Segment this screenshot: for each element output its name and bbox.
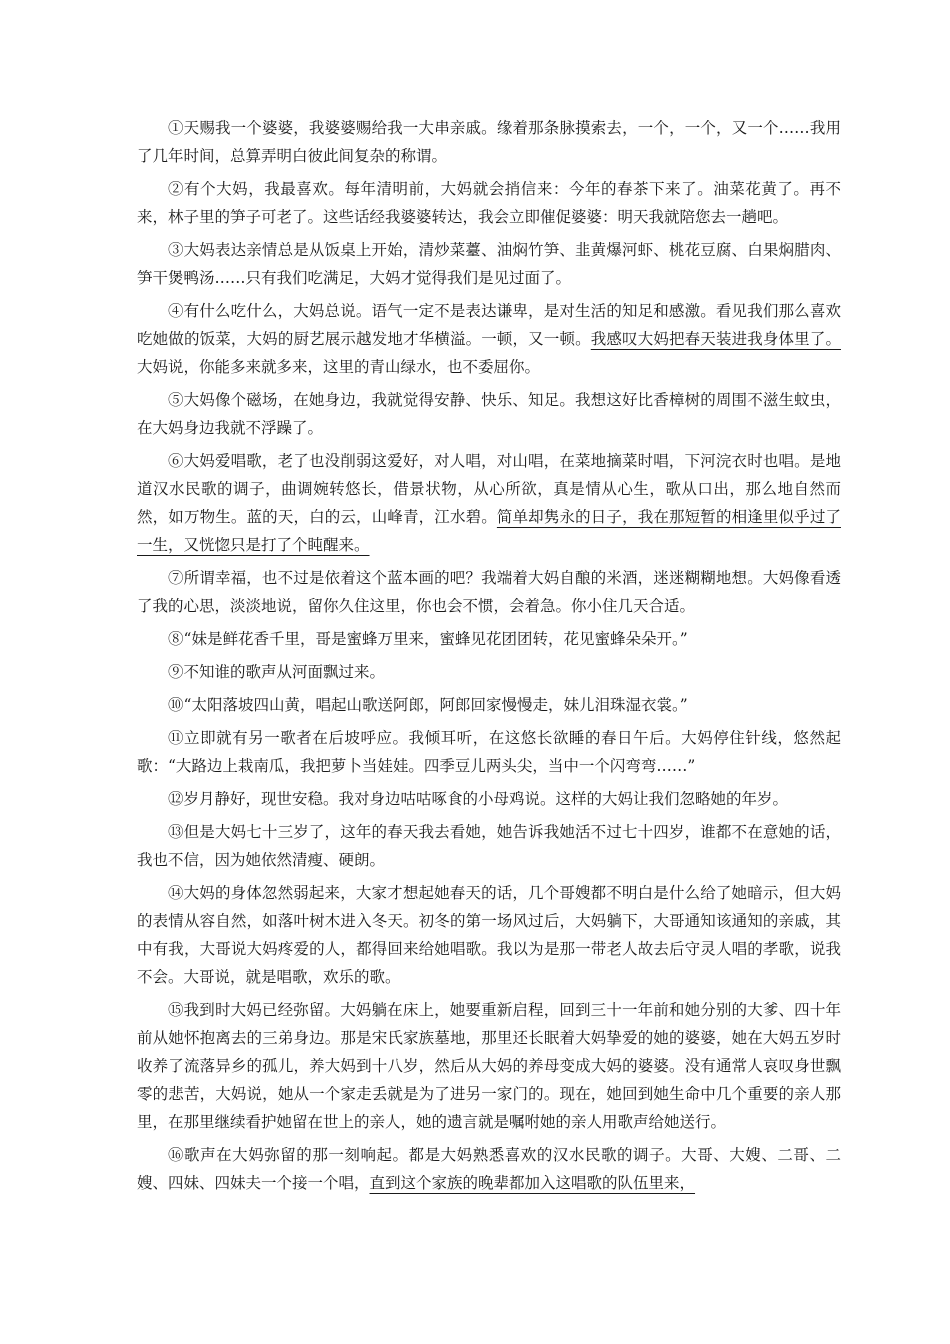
paragraph-number: ② xyxy=(168,180,185,198)
paragraph-11 xyxy=(137,724,841,780)
paragraph-text: 但是大妈七十三岁了，这年的春天我去看她，她告诉我她活不过七十四岁，谁都不在意她的话，我也不信，因为她依然清瘦、硬朗。 xyxy=(137,823,841,869)
paragraph-4 xyxy=(137,297,841,381)
paragraph-14 xyxy=(137,879,841,991)
paragraph-text: “太阳落坡四山黄，唱起山歌送阿郎，阿郎回家慢慢走，妹儿泪珠湿衣裳。” xyxy=(183,696,688,714)
paragraph-number: ⑦ xyxy=(168,569,184,587)
paragraph-text: 立即就有另一歌者在后坡呼应。我倾耳听，在这悠长欲睡的春日午后。大妈停住针线，悠然起歌：“大路边上栽南瓜，我把萝卜当娃娃。四季豆儿两头尖，当中一个闪弯弯……” xyxy=(137,729,841,775)
paragraph-number: ④ xyxy=(168,302,184,320)
paragraph-number: ⑭ xyxy=(168,884,184,902)
paragraph-text: 天赐我一个婆婆，我婆婆赐给我一大串亲戚。缘着那条脉摸索去，一个，一个，又一个……我用了几年时间，总算弄明白彼此间复杂的称谓。 xyxy=(137,119,841,165)
paragraph-10 xyxy=(137,691,841,719)
paragraph-number: ⑩ xyxy=(168,696,184,714)
paragraph-text: 大妈表达亲情总是从饭桌上开始，清炒菜薹、油焖竹笋、韭黄爆河虾、桃花豆腐、白果焖腊肉、笋干煲鸭汤……只有我们吃满足，大妈才觉得我们是见过面了。 xyxy=(137,241,841,287)
paragraph-text: 大妈的身体忽然弱起来，大家才想起她春天的话，几个哥嫂都不明白是什么给了她暗示，但大妈的表情从容自然，如落叶树木进入冬天。初冬的第一场风过后，大妈躺下，大哥通知该通知的亲戚，其中有我，大哥说大妈疼爱的人，都得回来给她唱歌。我以为是那一带老人故去后守灵人唱的孝歌，说我不会。大哥说，就是唱歌，欢乐的歌。 xyxy=(137,884,841,986)
paragraph-9 xyxy=(137,658,841,686)
paragraph-text: 大妈说，你能多来就多来，这里的青山绿水，也不委屈你。 xyxy=(137,358,541,376)
paragraph-5 xyxy=(137,386,841,442)
paragraph-text: 歌声在大妈弥留的那一刻响起。都是大妈熟悉喜欢的汉水民歌的调子。大哥、大嫂、二哥、二嫂、四妹、四妹夫一个接一个唱， xyxy=(137,1146,841,1192)
paragraph-8 xyxy=(137,625,841,653)
paragraph-number: ⑨ xyxy=(168,663,184,681)
paragraph-13 xyxy=(137,818,841,874)
paragraph-number: ⑯ xyxy=(168,1146,185,1164)
paragraph-text: 大妈像个磁场，在她身边，我就觉得安静、快乐、知足。我想这好比香樟树的周围不滋生蚊虫，在大妈身边我就不浮躁了。 xyxy=(137,391,841,437)
paragraph-3 xyxy=(137,236,841,292)
paragraph-1 xyxy=(137,114,841,170)
paragraph-number: ⑪ xyxy=(168,729,185,747)
paragraph-12 xyxy=(137,785,841,813)
paragraph-number: ⑫ xyxy=(168,790,184,808)
paragraph-2 xyxy=(137,175,841,231)
underlined-sentence: 直到这个家族的晚辈都加入这唱歌的队伍里来， xyxy=(369,1174,696,1192)
essay-body xyxy=(137,114,841,1202)
paragraph-text: “妹是鲜花香千里，哥是蜜蜂万里来，蜜蜂见花团团转，花见蜜蜂朵朵开。” xyxy=(183,630,688,648)
paragraph-16 xyxy=(137,1141,841,1197)
paragraph-6 xyxy=(137,447,841,559)
paragraph-7 xyxy=(137,564,841,620)
paragraph-text: 不知谁的歌声从河面飘过来。 xyxy=(183,663,386,681)
underlined-sentence: 我感叹大妈把春天装进我身体里了。 xyxy=(590,330,841,348)
paragraph-number: ⑧ xyxy=(168,630,184,648)
paragraph-number: ⑮ xyxy=(168,1001,184,1019)
paragraph-15 xyxy=(137,996,841,1136)
paragraph-number: ⑬ xyxy=(168,823,184,841)
paragraph-text: 有个大妈，我最喜欢。每年清明前，大妈就会捎信来：今年的春茶下来了。油菜花黄了。再不来，林子里的笋子可老了。这些话经我婆婆转达，我会立即催促婆婆：明天我就陪您去一趟吧。 xyxy=(137,180,841,226)
paragraph-number: ⑤ xyxy=(168,391,184,409)
paragraph-text: 我到时大妈已经弥留。大妈躺在床上，她要重新启程，回到三十一年前和她分别的大爹、四十年前从她怀抱离去的三弟身边。那是宋氏家族墓地，那里还长眠着大妈挚爱的她的婆婆，她在大妈五岁时收养了流落异乡的孤儿，养大妈到十八岁，然后从大妈的养母变成大妈的婆婆。没有通常人哀叹身世飘零的悲苦，大妈说，她从一个家走丢就是为了进另一家门的。现在，她回到她生命中几个重要的亲人那里，在那里继续看护她留在世上的亲人，她的遗言就是嘱咐她的亲人用歌声给她送行。 xyxy=(137,1001,841,1131)
underlined-sentence: 简单却隽永的日子，我在那短暂的相逢里似乎过了一生，又恍惚只是打了个盹醒来。 xyxy=(137,508,841,554)
paragraph-text: 有什么吃什么，大妈总说。语气一定不是表达谦卑，是对生活的知足和感激。看见我们那么喜欢吃她做的饭菜，大妈的厨艺展示越发地才华横溢。一顿，又一顿。 xyxy=(137,302,841,348)
paragraph-number: ③ xyxy=(168,241,184,259)
paragraph-text: 岁月静好，现世安稳。我对身边咕咕啄食的小母鸡说。这样的大妈让我们忽略她的年岁。 xyxy=(183,790,789,808)
paragraph-number: ⑥ xyxy=(168,452,184,470)
paragraph-text: 所谓幸福，也不过是依着这个蓝本画的吧？我端着大妈自酿的米酒，迷迷糊糊地想。大妈像看透了我的心思，淡淡地说，留你久住这里，你也会不惯，会着急。你小住几天合适。 xyxy=(137,569,841,615)
paragraph-text: 大妈爱唱歌，老了也没削弱这爱好，对人唱，对山唱，在菜地摘菜时唱，下河浣衣时也唱。是地道汉水民歌的调子，曲调婉转悠长，借景状物，从心所欲，真是情从心生，歌从口出，那么地自然而然，如万物生。蓝的天，白的云，山峰青，江水碧。 xyxy=(137,452,841,526)
paragraph-number: ① xyxy=(168,119,184,137)
